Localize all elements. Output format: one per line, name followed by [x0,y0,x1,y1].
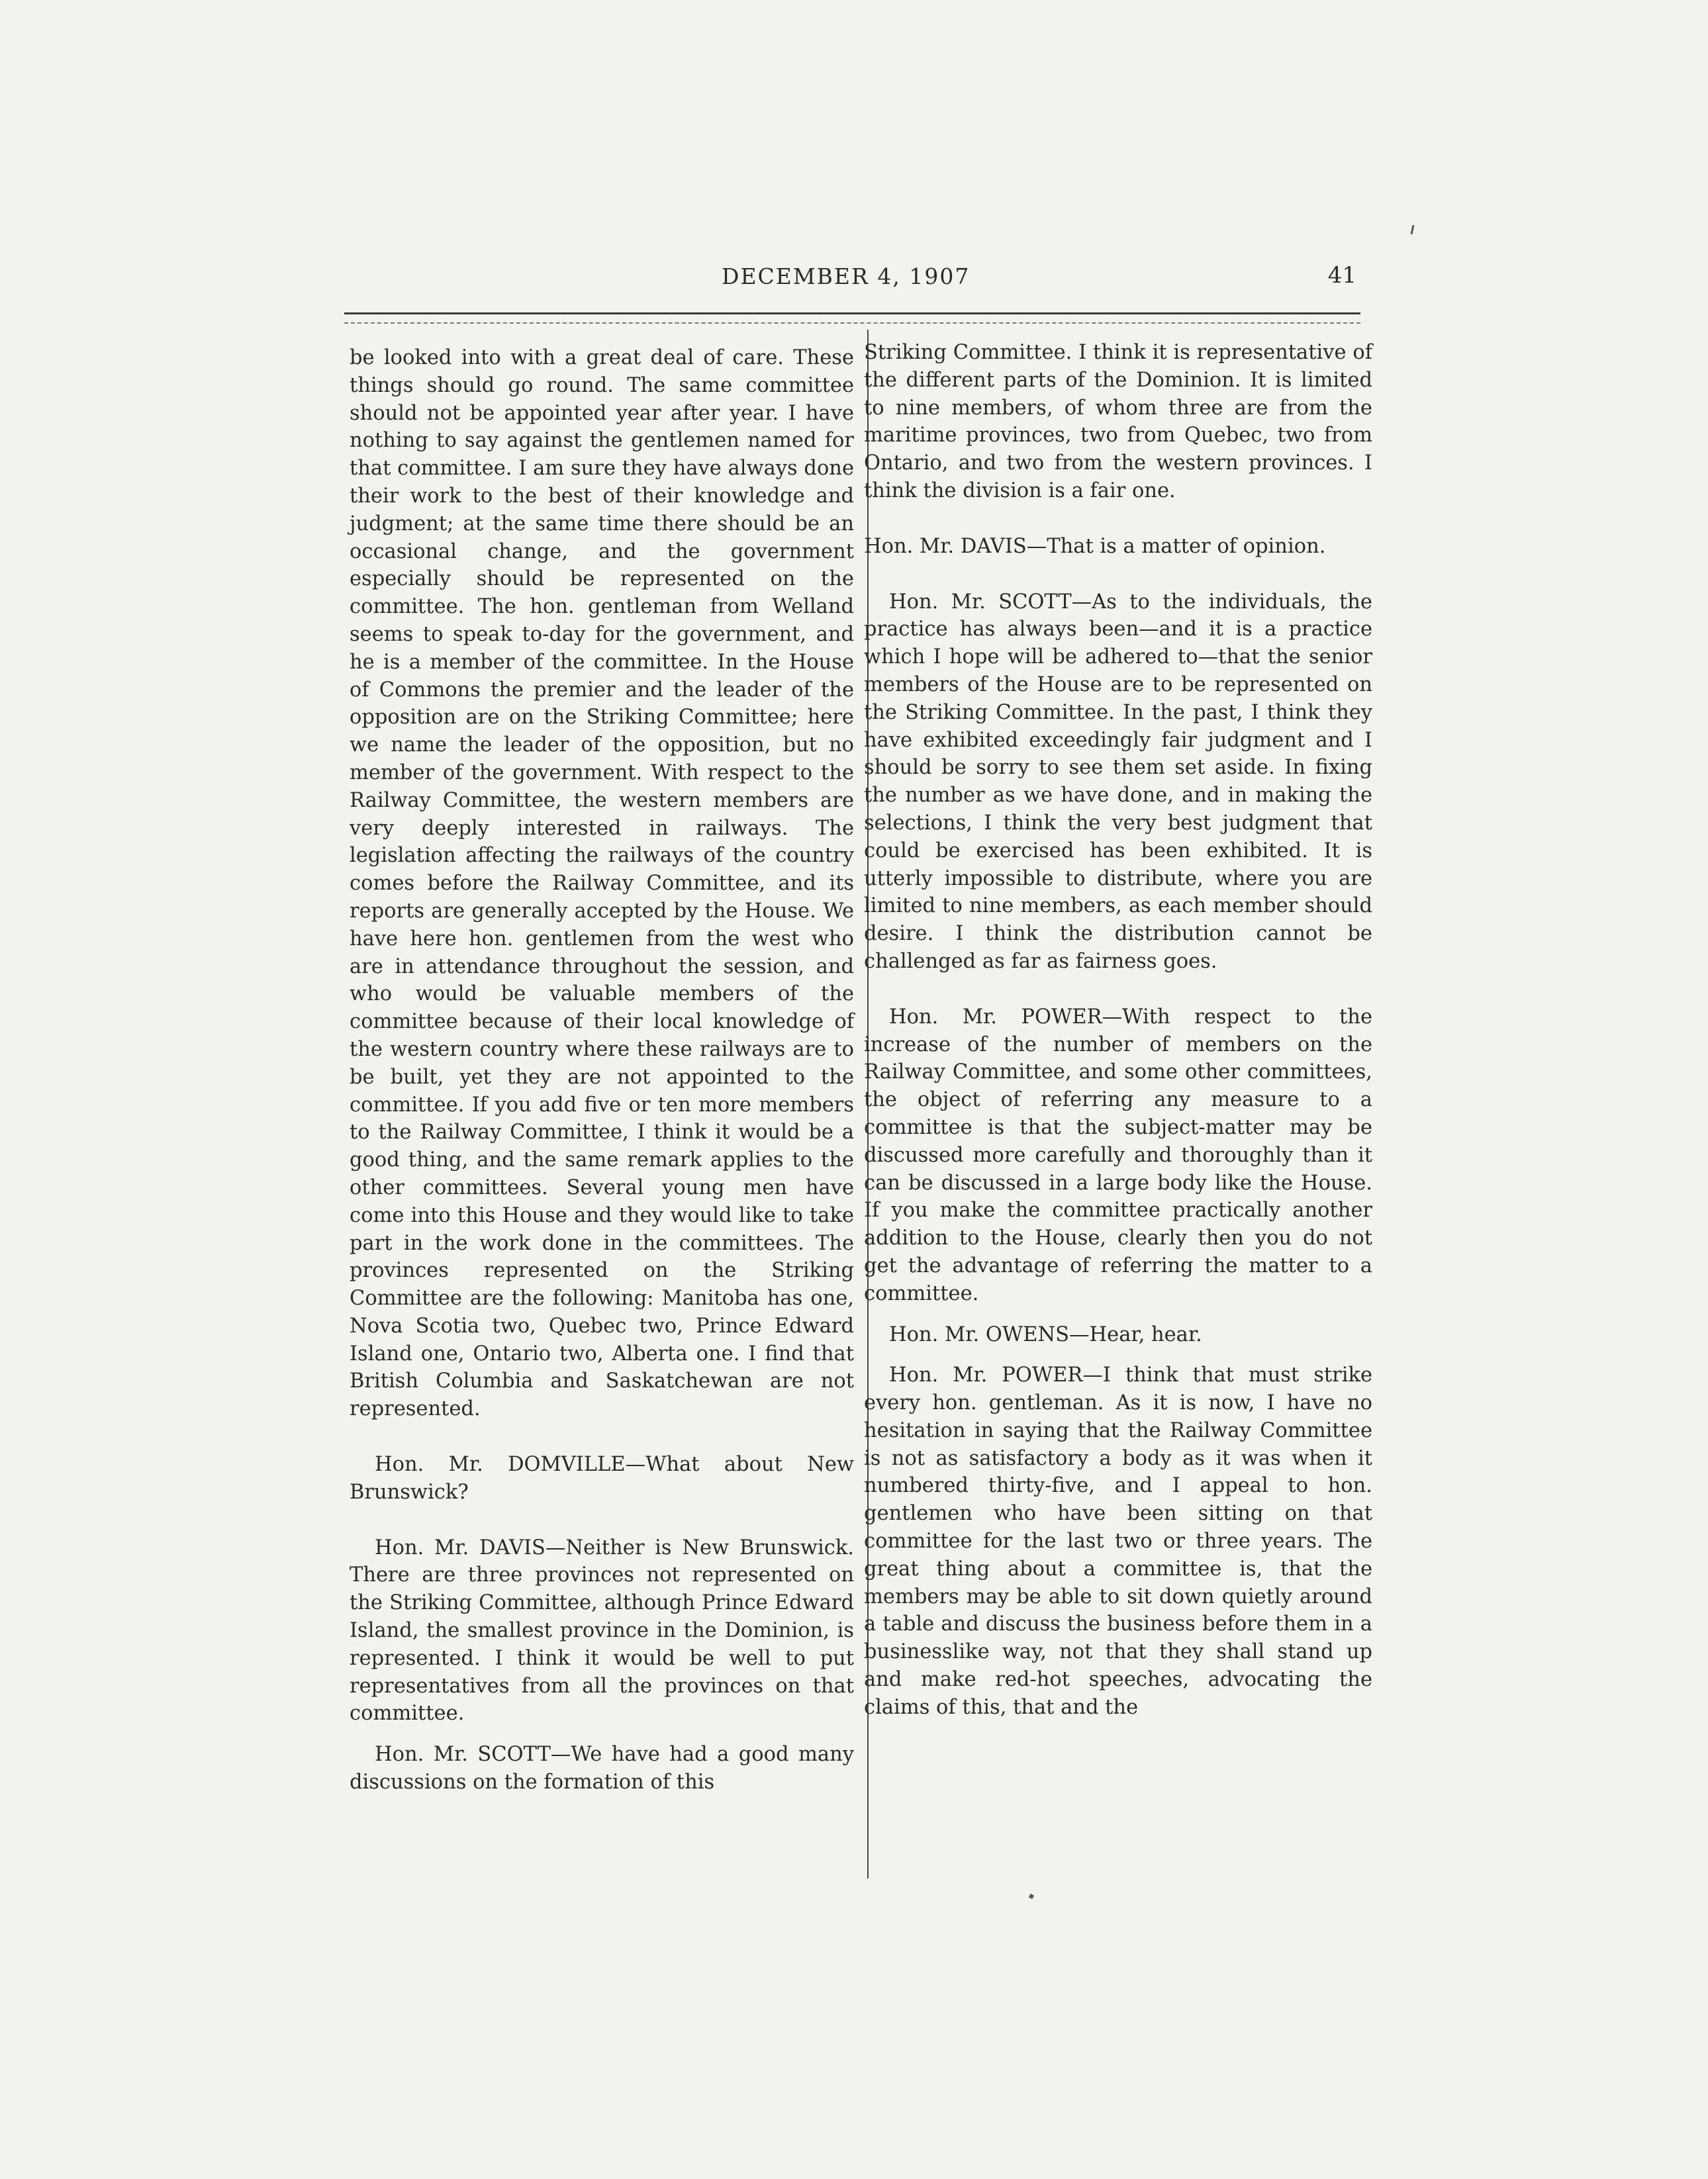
running-head-date: DECEMBER 4, 1907 [722,263,971,289]
scan-speck [1029,1894,1034,1899]
owens-speech: Hon. Mr. OWENS—Hear, hear. [889,1322,1202,1346]
page-number: 41 [1327,262,1356,289]
scott-speech-individuals: Hon. Mr. SCOTT—As to the individuals, the practice has always been—and it is a practice which I hope will be adhered to—that the senior members of the House are to be represented on the Striking Committee. In the past, I think they have exhibited exceedingly fair judgment and I should be sorry to see them set aside. In fixing the number as we have done, and in making the selections, I think the very best judgment that could be exercised has been exhibited. It is utterly impossible to distribute, where you are limited to nine members, as each member should desire. I think the distribution cannot be challenged as far as fairness goes. [864,590,1372,973]
running-head [344,259,1360,295]
scan-speck [1411,225,1415,234]
left-continuation-paragraph: be looked into with a great deal of care. These things should go round. The same committee should not be appointed year after year. I have nothing to say against the gentlemen named for that committee. I am sure they have always done their work to the best of their knowledge and judgment; at the same time there should be an occasional change, and the government especially should be represented on the committee. The hon. gentleman from Welland seems to speak to-day for the government, and he is a member of the committee. In the House of Commons the premier and the leader of the opposition are on the Striking Committee; here we name the leader of the opposition, but no member of the government. With respect to the Railway Committee, the western members are very deeply interested in railways. The legislation affecting the railways of the country comes before the Railway Committee, and its reports are generally accepted by the House. We have here hon. gentlemen from the west who are in attendance throughout the session, and who would be valuable members of the committee because of their local knowledge of the western country where these railways are to be built, yet they are not appointed to the committee. If you add five or ten more members to the Railway Committee, I think it would be a good thing, and the same remark applies to the other committees. Several young men have come into this House and they would like to take part in the work done in the committees. The provinces represented on the Striking Committee are the following: Manitoba has one, Nova Scotia two, Quebec two, Prince Edward Island one, Ontario two, Alberta one. I find that British Columbia and Saskatchewan are not represented. [350,346,854,1421]
header-rule [344,312,1360,314]
power-speech-second: Hon. Mr. POWER—I think that must strike every hon. gentleman. As it is now, I have no hesitation in saying that the Railway Committee is not as satisfactory a body as it was when it numbered thirty-five, and I appeal to hon. gentlemen who have been sitting on that committee for the last two or three years. The great thing about a committee is, that the members may be able to sit down quietly around a table and discuss the business before them in a businesslike way, not that they shall stand up and make red-hot speeches, advocating the claims of this, that and the [864,1364,1372,1719]
scott-speech-start: Hon. Mr. SCOTT—We have had a good many discussions on the formation of this [350,1743,854,1794]
power-speech-first: Hon. Mr. POWER—With respect to the increase of the number of members on the Railway Committee, and some other committees, the object of referring any measure to a committee is that the subject-matter may be discussed more carefully and thoroughly than it can be discussed in a large body like the House. If you make the committee practically another addition to the House, clearly then you do not get the advantage of referring the matter to a committee. [864,1005,1372,1305]
davis-speech-right: Hon. Mr. DAVIS—That is a matter of opinion. [864,534,1326,558]
domville-speech: Hon. Mr. DOMVILLE—What about New Brunswick? [350,1453,854,1504]
davis-speech-left: Hon. Mr. DAVIS—Neither is New Brunswick. There are three provinces not represented on the Striking Committee, although Prince Edward Island, the smallest province in the Dominion, is represented. I think it would be well to put representatives from all the provinces on that committee. [350,1536,854,1726]
left-column [350,344,854,1824]
right-column [864,339,1372,1749]
scott-speech-continuation: Striking Committee. I think it is representative of the different parts of the Dominion. It is limited to nine members, of whom three are from the maritime provinces, two from Quebec, two from Ontario, and two from the western provinces. I think the division is a fair one. [864,341,1372,502]
header-subrule [344,322,1360,324]
